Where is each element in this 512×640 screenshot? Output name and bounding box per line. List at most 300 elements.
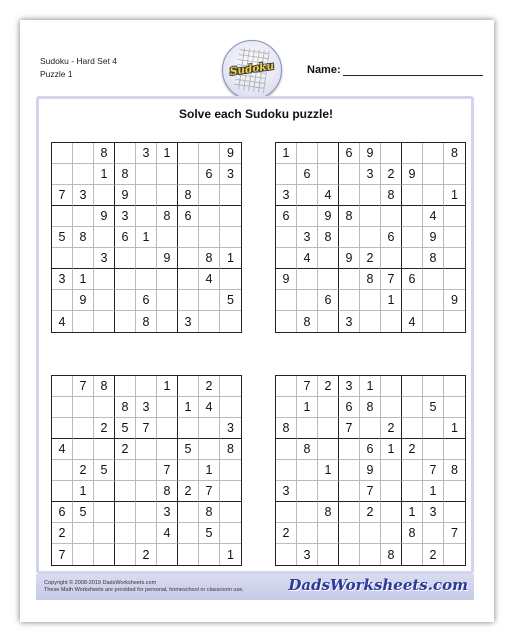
- sudoku-cell: [94, 185, 115, 206]
- sudoku-cell: [381, 206, 402, 227]
- sudoku-cell: 6: [318, 290, 339, 311]
- sudoku-cell: [157, 397, 178, 418]
- sudoku-cell: 4: [52, 311, 73, 332]
- set-title: Sudoku - Hard Set 4: [40, 56, 118, 66]
- sudoku-cell: [73, 248, 94, 269]
- sudoku-cell: [115, 502, 136, 523]
- sudoku-cell: [178, 418, 199, 439]
- sudoku-cell: [157, 227, 178, 248]
- sudoku-cell: [423, 311, 444, 332]
- sudoku-cell: [297, 206, 318, 227]
- sudoku-cell: 8: [94, 143, 115, 164]
- sudoku-cell: [423, 143, 444, 164]
- sudoku-cell: 9: [94, 206, 115, 227]
- sudoku-cell: [360, 185, 381, 206]
- sudoku-cell: [444, 248, 465, 269]
- sudoku-cell: 8: [73, 227, 94, 248]
- sudoku-cell: 8: [94, 376, 115, 397]
- sudoku-cell: 2: [423, 544, 444, 565]
- sudoku-cell: [444, 502, 465, 523]
- sudoku-cell: 9: [423, 227, 444, 248]
- sudoku-cell: [402, 544, 423, 565]
- sudoku-cell: 8: [178, 185, 199, 206]
- sudoku-cell: 1: [423, 481, 444, 502]
- sudoku-cell: [136, 523, 157, 544]
- sudoku-cell: 9: [115, 185, 136, 206]
- sudoku-cell: [220, 311, 241, 332]
- sudoku-grid-2: [275, 142, 466, 333]
- sudoku-cell: 7: [136, 418, 157, 439]
- sudoku-cell: 5: [94, 460, 115, 481]
- sudoku-cell: 1: [199, 460, 220, 481]
- sudoku-cell: [444, 206, 465, 227]
- sudoku-cell: [297, 418, 318, 439]
- sudoku-cell: 3: [136, 143, 157, 164]
- name-input-line: [343, 75, 483, 76]
- sudoku-cell: [423, 439, 444, 460]
- sudoku-cell: [73, 439, 94, 460]
- sudoku-cell: 6: [199, 164, 220, 185]
- name-label: Name:: [307, 64, 341, 76]
- sudoku-cell: 1: [276, 143, 297, 164]
- sudoku-cell: 2: [381, 418, 402, 439]
- sudoku-cell: [157, 269, 178, 290]
- sudoku-cell: [94, 439, 115, 460]
- sudoku-cell: [115, 269, 136, 290]
- sudoku-cell: [402, 290, 423, 311]
- sudoku-cell: [423, 290, 444, 311]
- sudoku-cell: 7: [339, 418, 360, 439]
- sudoku-cell: 1: [444, 185, 465, 206]
- sudoku-cell: 8: [339, 206, 360, 227]
- sudoku-cell: 8: [318, 502, 339, 523]
- sudoku-cell: 1: [178, 397, 199, 418]
- sudoku-cell: 6: [178, 206, 199, 227]
- sudoku-cell: [423, 164, 444, 185]
- sudoku-cell: 7: [73, 376, 94, 397]
- sudoku-cell: [52, 248, 73, 269]
- sudoku-cell: [220, 376, 241, 397]
- sudoku-cell: [136, 185, 157, 206]
- sudoku-cell: [199, 418, 220, 439]
- sudoku-cell: [199, 311, 220, 332]
- sudoku-cell: 6: [136, 290, 157, 311]
- sudoku-cell: [444, 376, 465, 397]
- sudoku-cell: [297, 481, 318, 502]
- sudoku-cell: [276, 164, 297, 185]
- sudoku-cell: 2: [318, 376, 339, 397]
- sudoku-cell: [220, 397, 241, 418]
- instruction-title: Solve each Sudoku puzzle!: [178, 107, 334, 121]
- sudoku-cell: [339, 544, 360, 565]
- sudoku-cell: [115, 460, 136, 481]
- sudoku-cell: [444, 269, 465, 290]
- sudoku-cell: [444, 439, 465, 460]
- sudoku-cell: [115, 248, 136, 269]
- sudoku-cell: [178, 502, 199, 523]
- sudoku-cell: 7: [297, 376, 318, 397]
- sudoku-cell: 5: [199, 523, 220, 544]
- sudoku-cell: [136, 248, 157, 269]
- sudoku-cell: 6: [52, 502, 73, 523]
- sudoku-cell: [220, 523, 241, 544]
- sudoku-grid-4: [275, 375, 466, 566]
- sudoku-cell: [444, 227, 465, 248]
- sudoku-cell: 3: [136, 397, 157, 418]
- sudoku-cell: 9: [318, 206, 339, 227]
- sudoku-cell: [52, 143, 73, 164]
- brand-logo: DadsWorksheets.com: [288, 576, 468, 594]
- sudoku-cell: 9: [73, 290, 94, 311]
- sudoku-cell: 2: [402, 439, 423, 460]
- sudoku-cell: [402, 418, 423, 439]
- sudoku-cell: [94, 311, 115, 332]
- sudoku-cell: 5: [73, 502, 94, 523]
- sudoku-cell: [318, 248, 339, 269]
- sudoku-cell: 2: [381, 164, 402, 185]
- sudoku-cell: [339, 481, 360, 502]
- sudoku-cell: 3: [115, 206, 136, 227]
- sudoku-cell: [402, 206, 423, 227]
- sudoku-cell: 6: [339, 397, 360, 418]
- sudoku-cell: [318, 481, 339, 502]
- sudoku-cell: [381, 376, 402, 397]
- sudoku-cell: 8: [157, 206, 178, 227]
- sudoku-cell: [52, 376, 73, 397]
- sudoku-cell: 3: [297, 227, 318, 248]
- puzzle-label: Puzzle 1: [40, 69, 73, 79]
- sudoku-cell: [339, 502, 360, 523]
- sudoku-cell: 8: [297, 311, 318, 332]
- sudoku-cell: 5: [178, 439, 199, 460]
- sudoku-cell: [318, 397, 339, 418]
- sudoku-cell: [381, 397, 402, 418]
- sudoku-cell: [178, 290, 199, 311]
- sudoku-cell: [339, 460, 360, 481]
- sudoku-cell: [381, 523, 402, 544]
- sudoku-cell: [115, 311, 136, 332]
- sudoku-cell: 4: [199, 269, 220, 290]
- sudoku-cell: 9: [444, 290, 465, 311]
- sudoku-cell: 5: [52, 227, 73, 248]
- sudoku-cell: 2: [136, 544, 157, 565]
- sudoku-cell: [297, 460, 318, 481]
- sudoku-cell: [339, 269, 360, 290]
- sudoku-cell: [52, 164, 73, 185]
- sudoku-cell: [318, 523, 339, 544]
- sudoku-cell: [94, 397, 115, 418]
- sudoku-cell: 6: [360, 439, 381, 460]
- sudoku-cell: [423, 185, 444, 206]
- sudoku-cell: 3: [339, 311, 360, 332]
- sudoku-cell: [157, 311, 178, 332]
- sudoku-cell: 3: [52, 269, 73, 290]
- sudoku-cell: [339, 523, 360, 544]
- sudoku-cell: [402, 397, 423, 418]
- sudoku-cell: 8: [220, 439, 241, 460]
- sudoku-cell: [402, 460, 423, 481]
- sudoku-cell: [381, 481, 402, 502]
- sudoku-cell: [360, 544, 381, 565]
- sudoku-cell: [339, 185, 360, 206]
- sudoku-cell: 6: [115, 227, 136, 248]
- sudoku-cell: [318, 439, 339, 460]
- sudoku-cell: 8: [402, 523, 423, 544]
- sudoku-cell: 6: [381, 227, 402, 248]
- sudoku-cell: [276, 460, 297, 481]
- sudoku-cell: [276, 376, 297, 397]
- sudoku-cell: [178, 544, 199, 565]
- sudoku-cell: [136, 164, 157, 185]
- sudoku-cell: [276, 439, 297, 460]
- sudoku-cell: [444, 164, 465, 185]
- sudoku-cell: 4: [199, 397, 220, 418]
- sudoku-cell: [402, 143, 423, 164]
- sudoku-cell: [199, 439, 220, 460]
- sudoku-cell: [94, 269, 115, 290]
- sudoku-cell: [360, 523, 381, 544]
- sudoku-cell: [318, 269, 339, 290]
- sudoku-cell: [178, 460, 199, 481]
- sudoku-cell: [297, 502, 318, 523]
- sudoku-cell: [136, 460, 157, 481]
- sudoku-cell: 9: [276, 269, 297, 290]
- sudoku-cell: [94, 544, 115, 565]
- logo-text: Sudoku: [229, 59, 275, 79]
- sudoku-cell: [444, 544, 465, 565]
- sudoku-cell: 7: [52, 544, 73, 565]
- sudoku-cell: 8: [297, 439, 318, 460]
- sudoku-cell: [94, 290, 115, 311]
- sudoku-cell: 2: [178, 481, 199, 502]
- sudoku-cell: 1: [220, 248, 241, 269]
- sudoku-cell: [73, 397, 94, 418]
- sudoku-cell: 5: [115, 418, 136, 439]
- sudoku-cell: [339, 439, 360, 460]
- sudoku-cell: 4: [297, 248, 318, 269]
- sudoku-cell: [402, 481, 423, 502]
- sudoku-cell: [318, 164, 339, 185]
- sudoku-cell: [220, 481, 241, 502]
- sudoku-cell: 9: [360, 143, 381, 164]
- sudoku-cell: 8: [115, 164, 136, 185]
- sudoku-cell: [73, 164, 94, 185]
- sudoku-cell: [199, 143, 220, 164]
- sudoku-cell: [157, 418, 178, 439]
- sudoku-cell: [178, 269, 199, 290]
- sudoku-cell: [402, 185, 423, 206]
- sudoku-cell: 1: [297, 397, 318, 418]
- sudoku-cell: 2: [199, 376, 220, 397]
- sudoku-cell: [157, 544, 178, 565]
- sudoku-cell: 1: [360, 376, 381, 397]
- sudoku-cell: 3: [423, 502, 444, 523]
- sudoku-cell: [157, 185, 178, 206]
- sudoku-cell: 1: [73, 269, 94, 290]
- sudoku-cell: 6: [339, 143, 360, 164]
- sudoku-cell: 8: [276, 418, 297, 439]
- sudoku-cell: 7: [444, 523, 465, 544]
- sudoku-cell: [339, 227, 360, 248]
- sudoku-cell: 1: [136, 227, 157, 248]
- sudoku-cell: 1: [381, 290, 402, 311]
- sudoku-cell: 8: [360, 397, 381, 418]
- sudoku-cell: [297, 269, 318, 290]
- sudoku-cell: [94, 481, 115, 502]
- sudoku-cell: [73, 418, 94, 439]
- sudoku-cell: 2: [52, 523, 73, 544]
- sudoku-cell: [360, 311, 381, 332]
- sudoku-cell: [318, 418, 339, 439]
- sudoku-cell: 3: [73, 185, 94, 206]
- sudoku-cell: 1: [157, 376, 178, 397]
- sudoku-cell: [360, 418, 381, 439]
- sudoku-cell: [276, 502, 297, 523]
- sudoku-cell: 5: [423, 397, 444, 418]
- sudoku-cell: [52, 290, 73, 311]
- sudoku-cell: [157, 164, 178, 185]
- sudoku-cell: [52, 418, 73, 439]
- sudoku-cell: 1: [73, 481, 94, 502]
- sudoku-cell: [360, 290, 381, 311]
- sudoku-cell: 3: [178, 311, 199, 332]
- sudoku-cell: 6: [297, 164, 318, 185]
- sudoku-cell: [276, 311, 297, 332]
- sudoku-cell: 3: [94, 248, 115, 269]
- sudoku-cell: [199, 227, 220, 248]
- sudoku-cell: 8: [423, 248, 444, 269]
- sudoku-cell: 7: [52, 185, 73, 206]
- sudoku-cell: [115, 143, 136, 164]
- sudoku-cell: [220, 502, 241, 523]
- sudoku-cell: [115, 376, 136, 397]
- sudoku-cell: [73, 311, 94, 332]
- sudoku-cell: [276, 227, 297, 248]
- sudoku-cell: 8: [444, 143, 465, 164]
- sudoku-cell: [136, 269, 157, 290]
- sudoku-cell: 2: [73, 460, 94, 481]
- sudoku-cell: 8: [157, 481, 178, 502]
- sudoku-cell: [360, 227, 381, 248]
- sudoku-cell: [220, 269, 241, 290]
- sudoku-cell: 9: [360, 460, 381, 481]
- sudoku-cell: 8: [199, 248, 220, 269]
- sudoku-cell: [199, 290, 220, 311]
- sudoku-cell: [178, 143, 199, 164]
- sudoku-cell: [402, 227, 423, 248]
- sudoku-cell: [381, 311, 402, 332]
- sudoku-logo: [222, 40, 282, 100]
- sudoku-cell: 1: [444, 418, 465, 439]
- sudoku-cell: 2: [276, 523, 297, 544]
- sudoku-cell: [318, 544, 339, 565]
- sudoku-cell: 2: [360, 502, 381, 523]
- sudoku-cell: 4: [157, 523, 178, 544]
- sudoku-cell: [220, 227, 241, 248]
- sudoku-cell: [220, 460, 241, 481]
- sudoku-cell: 8: [136, 311, 157, 332]
- sudoku-cell: 7: [381, 269, 402, 290]
- sudoku-cell: [52, 481, 73, 502]
- sudoku-cell: [136, 439, 157, 460]
- sudoku-cell: [220, 206, 241, 227]
- sudoku-cell: 6: [276, 206, 297, 227]
- sudoku-cell: 3: [276, 481, 297, 502]
- sudoku-cell: 8: [381, 544, 402, 565]
- sudoku-cell: [136, 206, 157, 227]
- sudoku-cell: 9: [339, 248, 360, 269]
- sudoku-cell: 3: [220, 418, 241, 439]
- sudoku-cell: 1: [157, 143, 178, 164]
- sudoku-cell: 4: [402, 311, 423, 332]
- sudoku-cell: [178, 523, 199, 544]
- sudoku-cell: [52, 460, 73, 481]
- sudoku-cell: [73, 206, 94, 227]
- sudoku-cell: 4: [423, 206, 444, 227]
- sudoku-cell: 8: [199, 502, 220, 523]
- sudoku-cell: [115, 481, 136, 502]
- sudoku-cell: 1: [94, 164, 115, 185]
- sudoku-cell: 3: [157, 502, 178, 523]
- sudoku-cell: [360, 206, 381, 227]
- copyright-text: Copyright © 2008-2019 DadsWorksheets.com: [44, 580, 157, 586]
- sudoku-cell: 7: [157, 460, 178, 481]
- sudoku-cell: 4: [52, 439, 73, 460]
- sudoku-cell: 3: [297, 544, 318, 565]
- sudoku-grid-1: [51, 142, 242, 333]
- sudoku-cell: 8: [115, 397, 136, 418]
- sudoku-cell: [199, 544, 220, 565]
- sudoku-cell: [276, 544, 297, 565]
- sudoku-cell: [297, 523, 318, 544]
- worksheet-header: [40, 55, 117, 81]
- sudoku-cell: [297, 290, 318, 311]
- sudoku-cell: [381, 502, 402, 523]
- sudoku-cell: 3: [360, 164, 381, 185]
- sudoku-cell: [339, 164, 360, 185]
- sudoku-cell: 8: [381, 185, 402, 206]
- sudoku-cell: [157, 439, 178, 460]
- sudoku-cell: [136, 376, 157, 397]
- footer-text: [44, 580, 244, 594]
- sudoku-cell: [297, 185, 318, 206]
- sudoku-cell: 3: [276, 185, 297, 206]
- sudoku-cell: [178, 248, 199, 269]
- sudoku-cell: [423, 523, 444, 544]
- sudoku-cell: 8: [318, 227, 339, 248]
- sudoku-cell: [444, 397, 465, 418]
- sudoku-cell: 7: [360, 481, 381, 502]
- sudoku-cell: [115, 523, 136, 544]
- sudoku-cell: 3: [220, 164, 241, 185]
- sudoku-cell: [178, 164, 199, 185]
- sudoku-cell: [423, 418, 444, 439]
- sudoku-cell: [276, 397, 297, 418]
- sudoku-cell: 7: [423, 460, 444, 481]
- sudoku-cell: [381, 143, 402, 164]
- sudoku-cell: [318, 311, 339, 332]
- sudoku-cell: 2: [360, 248, 381, 269]
- sudoku-cell: [73, 143, 94, 164]
- sudoku-cell: 2: [94, 418, 115, 439]
- sudoku-cell: [52, 397, 73, 418]
- sudoku-cell: [423, 269, 444, 290]
- sudoku-cell: [276, 290, 297, 311]
- sudoku-cell: [94, 227, 115, 248]
- sudoku-cell: [199, 185, 220, 206]
- sudoku-cell: [115, 290, 136, 311]
- sudoku-cell: [52, 206, 73, 227]
